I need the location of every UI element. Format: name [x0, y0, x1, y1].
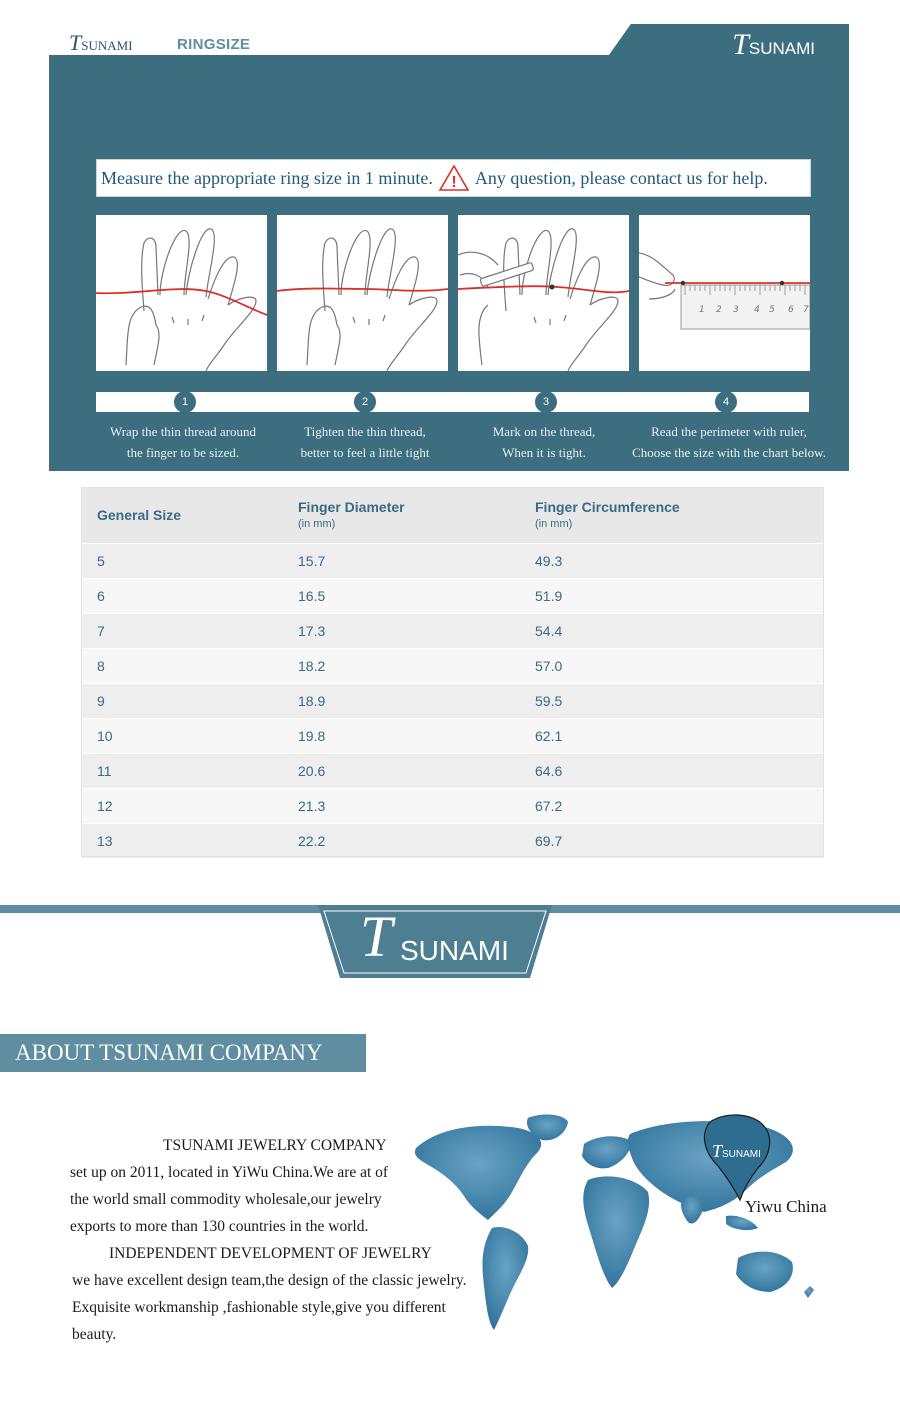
about-heading-line: INDEPENDENT DEVELOPMENT OF JEWELRY	[109, 1245, 432, 1262]
world-map-icon	[408, 1108, 838, 1340]
warning-icon	[439, 165, 469, 191]
cell-finger-diameter: 18.9	[298, 692, 326, 709]
about-text-line: the world small commodity wholesale,our jewelry	[70, 1191, 382, 1208]
about-title-bar	[0, 1034, 366, 1072]
ruler-digit: 3	[733, 305, 739, 315]
about-text-line: exports to more than 130 countries in the world.	[70, 1218, 369, 1235]
ruler-digit: 4	[754, 305, 760, 315]
top-bar	[49, 24, 849, 62]
cell-general-size: 6	[97, 587, 105, 604]
table-row	[81, 753, 824, 788]
step-description-line: When it is tight.	[502, 445, 586, 460]
cell-general-size: 7	[97, 622, 105, 639]
hand-wrap-thread-icon	[96, 215, 267, 371]
cell-general-size: 12	[97, 797, 113, 814]
about-text-line: we have excellent design team,the design of the classic jewelry.	[72, 1272, 467, 1289]
brand-logo-initial: T	[69, 30, 82, 55]
cell-finger-diameter: 15.7	[298, 552, 326, 569]
cell-finger-diameter: 19.8	[298, 727, 326, 744]
column-header-label: General Size	[97, 506, 182, 523]
cell-finger-diameter: 17.3	[298, 622, 326, 639]
brand-logo-text: SUNAMI	[748, 39, 815, 58]
cell-general-size: 11	[97, 762, 112, 779]
column-header-label: Finger Circumference	[535, 499, 680, 516]
about-text-line: beauty.	[72, 1326, 117, 1343]
step-description-line: better to feel a little tight	[300, 445, 430, 460]
table-row	[81, 648, 824, 683]
cell-finger-circumference: 62.1	[535, 727, 563, 744]
cell-finger-circumference: 54.4	[535, 622, 563, 639]
cell-finger-diameter: 20.6	[298, 762, 326, 779]
step-panel-3	[458, 215, 629, 371]
brand-logo-small	[69, 30, 133, 56]
hand-tighten-thread-icon	[277, 215, 448, 371]
step-panel-1	[96, 215, 267, 371]
ringsize-banner	[49, 24, 849, 471]
ruler-digit: 1	[699, 305, 705, 315]
table-row	[81, 578, 824, 613]
column-header-finger-circumference	[519, 487, 824, 543]
column-header-general-size	[81, 487, 282, 543]
table-header-row	[81, 487, 824, 543]
cell-finger-diameter: 18.2	[298, 657, 326, 674]
step-description-line: Read the perimeter with ruler,	[651, 424, 807, 439]
step-description-3	[454, 421, 634, 463]
cell-general-size: 5	[97, 552, 105, 569]
divider-brand-logo	[360, 905, 540, 975]
ruler-digit: 7	[803, 305, 809, 315]
column-header-unit: (in mm)	[535, 518, 573, 531]
cell-finger-diameter: 16.5	[298, 587, 326, 604]
step-number-badge: 2	[354, 391, 376, 413]
measure-instruction	[101, 168, 768, 191]
cell-finger-circumference: 51.9	[535, 587, 563, 604]
about-title: ABOUT TSUNAMI COMPANY	[15, 1040, 323, 1065]
table-row	[81, 823, 824, 858]
hand-mark-thread-icon	[458, 215, 629, 371]
measure-instruction-box	[96, 159, 811, 197]
top-bar-shape	[49, 24, 849, 62]
step-description-1	[93, 421, 273, 463]
location-label: Yiwu China	[745, 1197, 827, 1216]
cell-general-size: 13	[97, 832, 113, 849]
cell-finger-diameter: 21.3	[298, 797, 326, 814]
cell-finger-circumference: 59.5	[535, 692, 563, 709]
column-header-finger-diameter	[282, 487, 519, 543]
about-heading-line: TSUNAMI JEWELRY COMPANY	[163, 1137, 387, 1154]
brand-logo-text: SUNAMI	[400, 935, 509, 966]
cell-finger-circumference: 49.3	[535, 552, 563, 569]
table-row	[81, 788, 824, 823]
table-row	[81, 543, 824, 578]
cell-general-size: 9	[97, 692, 105, 709]
step-description-line: Tighten the thin thread,	[304, 424, 426, 439]
map-pin-brand	[712, 1141, 761, 1162]
cell-finger-circumference: 57.0	[535, 657, 563, 674]
table-row	[81, 613, 824, 648]
cell-finger-circumference: 64.6	[535, 762, 563, 779]
step-description-line: Wrap the thin thread around	[109, 424, 257, 439]
ring-size-table	[81, 487, 824, 858]
about-text-line: Exquisite workmanship ,fashionable style,give you different	[72, 1299, 446, 1316]
instruction-panels	[96, 215, 811, 371]
step-description-line: Choose the size with the chart below.	[632, 445, 826, 460]
step-description-4	[609, 421, 849, 463]
cell-general-size: 8	[97, 657, 105, 674]
step-panel-2	[277, 215, 448, 371]
contact-help-text: Any question, please contact us for help.	[474, 168, 768, 188]
cell-finger-diameter: 22.2	[298, 832, 326, 849]
warning-glyph: !	[451, 173, 458, 191]
step-panel-4	[639, 215, 810, 371]
ruler-digit: 6	[788, 305, 794, 315]
step-number-badge: 3	[535, 391, 557, 413]
table-row	[81, 683, 824, 718]
step-number-badge: 4	[715, 391, 737, 413]
table-row	[81, 718, 824, 753]
column-header-label: Finger Diameter	[298, 499, 405, 516]
ruler-digit: 5	[769, 305, 775, 315]
brand-logo-right	[732, 28, 815, 62]
ruler-measure-icon	[639, 215, 810, 371]
measure-instruction-text: Measure the appropriate ring size in 1 minute.	[101, 168, 433, 188]
cell-general-size: 10	[97, 727, 113, 744]
cell-finger-circumference: 69.7	[535, 832, 563, 849]
brand-logo-text: SUNAMI	[722, 1149, 761, 1160]
step-description-2	[275, 421, 455, 463]
section-label-ringsize: RINGSIZE	[177, 36, 251, 53]
about-text-line: set up on 2011, located in YiWu China.We are at of	[70, 1164, 389, 1181]
brand-logo-initial: T	[712, 1141, 723, 1161]
cell-finger-circumference: 67.2	[535, 797, 563, 814]
steps-progress-track	[96, 392, 809, 412]
step-description-line: Mark on the thread,	[492, 424, 596, 439]
step-description-line: the finger to be sized.	[126, 445, 240, 460]
ruler-digit: 2	[716, 305, 722, 315]
brand-logo-initial: T	[732, 28, 749, 61]
brand-logo-initial: T	[360, 904, 393, 969]
column-header-unit: (in mm)	[298, 518, 336, 531]
brand-logo-text: SUNAMI	[81, 38, 133, 53]
step-number-badge: 1	[174, 391, 196, 413]
